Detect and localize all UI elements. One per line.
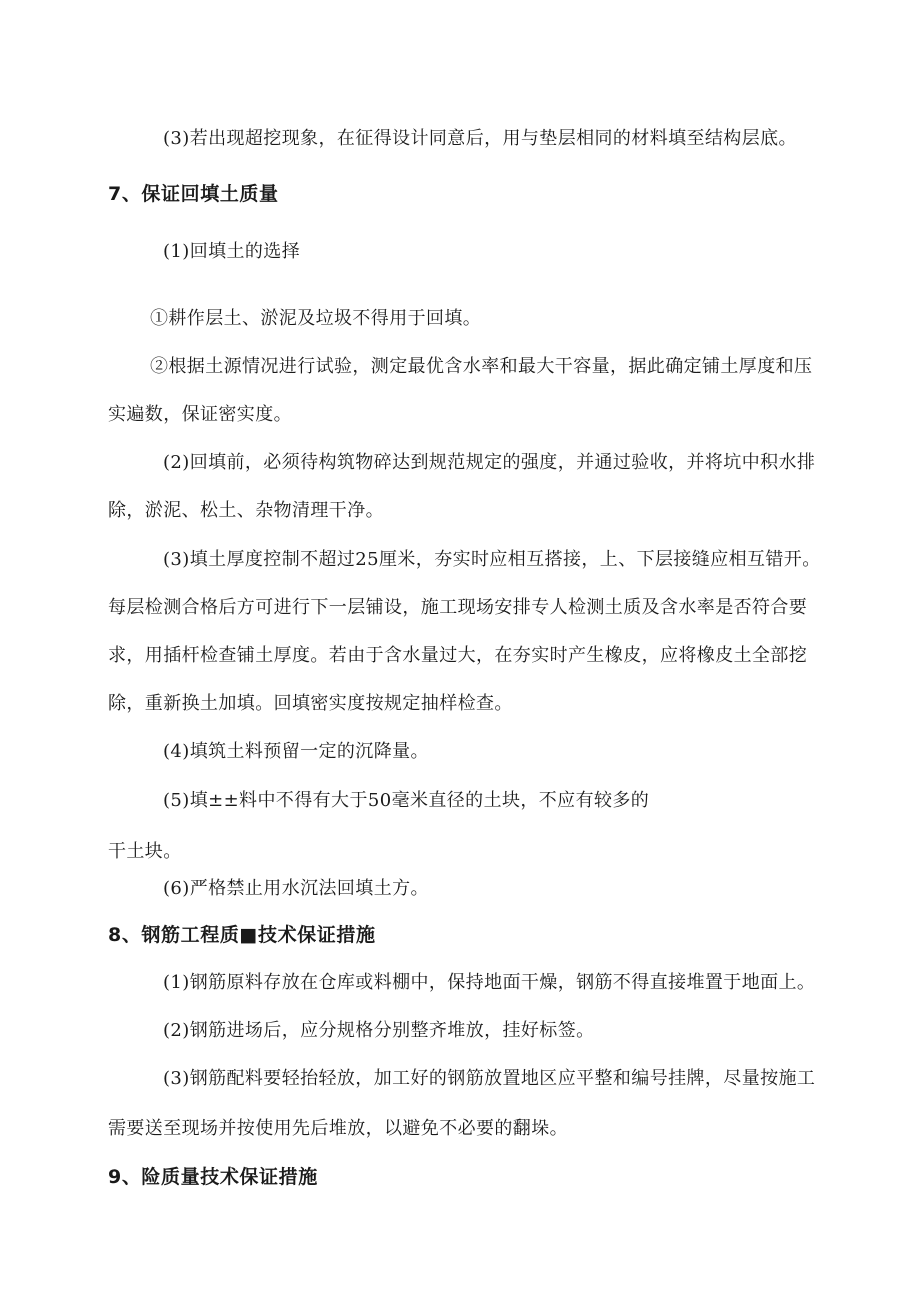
paragraph-line: (3)钢筋配料要轻抬轻放，加工好的钢筋放置地区应平整和编号挂牌，尽量按施工: [163, 1068, 816, 1089]
paragraph-line: 每层检测合格后方可进行下一层铺设，施工现场安排专人检测土质及含水率是否符合要: [108, 597, 808, 618]
paragraph-line: ①耕作层土、淤泥及垃圾不得用于回填。: [150, 308, 482, 329]
paragraph-line: 干土块。: [108, 841, 182, 862]
paragraph-line: (2)钢筋进场后，应分规格分别整齐堆放，挂好标签。: [163, 1020, 595, 1041]
paragraph-line: (4)填筑土料预留一定的沉降量。: [163, 741, 429, 762]
paragraph-line: (2)回填前，必须待构筑物碎达到规范规定的强度，并通过验收，并将坑中积水排: [163, 452, 816, 473]
paragraph-line: (3)若出现超挖现象，在征得设计同意后，用与垫层相同的材料填至结构层底。: [163, 128, 797, 149]
paragraph-line: 除，重新换土加填。回填密实度按规定抽样检查。: [108, 693, 513, 714]
paragraph-line: 除，淤泥、松土、杂物清理干净。: [108, 500, 384, 521]
paragraph-line: ②根据土源情况进行试验，测定最优含水率和最大干容量，据此确定铺土厚度和压: [150, 356, 813, 377]
paragraph-line: 求，用插杆检查铺土厚度。若由于含水量过大，在夯实时产生橡皮，应将橡皮土全部挖: [108, 645, 808, 666]
section-heading: 7、保证回填土质量: [108, 183, 279, 205]
paragraph-line: 实遍数，保证密实度。: [108, 404, 292, 425]
paragraph-line: (3)填土厚度控制不超过25厘米，夯实时应相互搭接，上、下层接缝应相互错开。: [163, 549, 821, 570]
section-heading: 9、险质量技术保证措施: [108, 1166, 318, 1188]
paragraph-line: (5)填±±料中不得有大于50毫米直径的土块，不应有较多的: [163, 790, 650, 811]
paragraph-line: (6)严格禁止用水沉法回填土方。: [163, 878, 429, 899]
paragraph-line: (1)回填土的选择: [163, 241, 301, 262]
paragraph-line: 需要送至现场并按使用先后堆放，以避免不必要的翻垛。: [108, 1118, 568, 1139]
paragraph-line: (1)钢筋原料存放在仓库或料棚中，保持地面干燥，钢筋不得直接堆置于地面上。: [163, 972, 816, 993]
section-heading: 8、钢筋工程质■技术保证措施: [108, 924, 376, 946]
